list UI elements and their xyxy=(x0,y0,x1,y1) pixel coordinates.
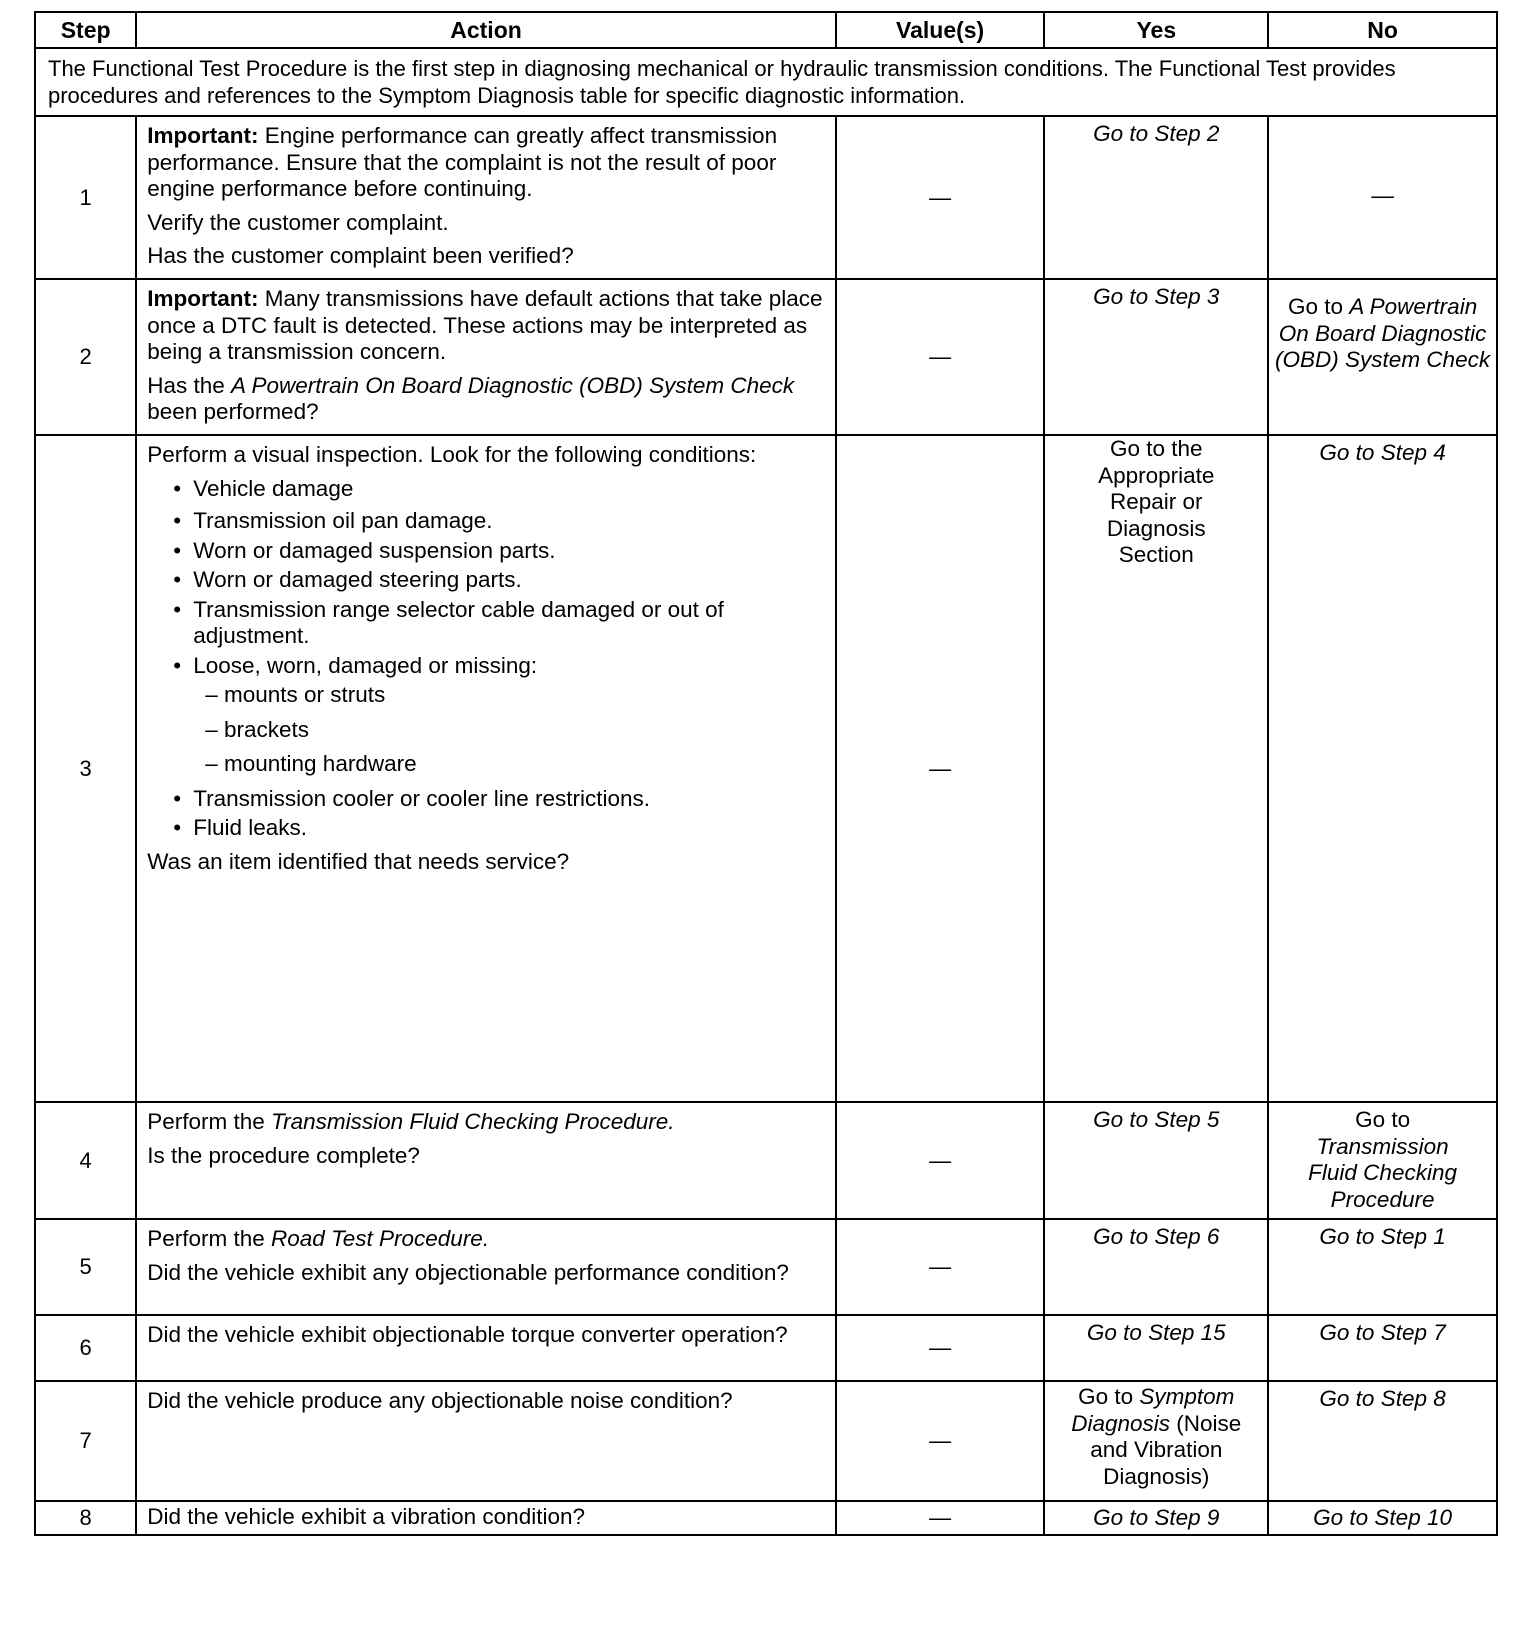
step-value: — xyxy=(836,435,1045,1102)
intro-row xyxy=(35,48,1497,116)
condition-list xyxy=(147,476,827,842)
no-result: Go to Transmission Fluid Checking Procedure xyxy=(1268,1102,1497,1219)
no-result: Go to Step 8 xyxy=(1268,1381,1497,1501)
header-step: Step xyxy=(35,12,136,48)
action-question: Has the A Powertrain On Board Diagnostic (OBD) System Check been performed? xyxy=(147,372,795,424)
step-value: — xyxy=(836,279,1045,435)
action-line: Perform the Transmission Fluid Checking Procedure. xyxy=(147,1109,675,1134)
functional-test-table xyxy=(34,11,1498,1536)
important-label: Important: xyxy=(147,123,259,148)
header-values: Value(s) xyxy=(836,12,1045,48)
table-row xyxy=(35,1315,1497,1381)
action-line: Perform the Road Test Procedure. xyxy=(147,1226,490,1251)
list-item: • Loose, worn, damaged or missing: xyxy=(147,653,827,680)
table-row xyxy=(35,1381,1497,1501)
action-line: Verify the customer complaint. xyxy=(147,209,449,235)
step-action xyxy=(136,1219,836,1315)
action-question: Did the vehicle exhibit any objectionable performance condition? xyxy=(147,1259,789,1285)
step-number: 4 xyxy=(35,1102,136,1219)
no-result: Go to Step 10 xyxy=(1268,1501,1497,1535)
sub-list-item: – brackets xyxy=(205,716,310,742)
yes-result: Go to Step 15 xyxy=(1044,1315,1268,1381)
list-item: • Vehicle damage xyxy=(147,476,827,503)
step-action xyxy=(136,116,836,279)
step-number: 2 xyxy=(35,279,136,435)
important-text: Engine performance can greatly affect transmission performance. Ensure that the complaint is not the result of poor engine performance before continuing. xyxy=(147,123,778,201)
important-text: Many transmissions have default actions that take place once a DTC fault is detected. These actions may be interpreted as being a transmission concern. xyxy=(147,286,823,364)
yes-result: Go to Step 5 xyxy=(1044,1102,1268,1219)
step-value: — xyxy=(836,1501,1045,1535)
step-value: — xyxy=(836,1315,1045,1381)
step-number: 5 xyxy=(35,1219,136,1315)
table-row xyxy=(35,435,1497,1102)
no-result: — xyxy=(1268,116,1497,279)
no-result: Go to Step 4 xyxy=(1268,435,1497,1102)
step-number: 7 xyxy=(35,1381,136,1501)
yes-result: Go to Step 2 xyxy=(1044,116,1268,279)
yes-result: Go to Symptom Diagnosis (Noise and Vibration Diagnosis) xyxy=(1044,1381,1268,1501)
step-action xyxy=(136,1315,836,1381)
step-value: — xyxy=(836,116,1045,279)
step-number: 1 xyxy=(35,116,136,279)
step-value: — xyxy=(836,1219,1045,1315)
header-no: No xyxy=(1268,12,1497,48)
header-action: Action xyxy=(136,12,836,48)
sub-list-item: – mounting hardware xyxy=(205,751,417,776)
important-label: Important: xyxy=(147,286,259,311)
table-row xyxy=(35,1219,1497,1315)
table-row xyxy=(35,1501,1497,1535)
table-row xyxy=(35,116,1497,279)
list-item: • Worn or damaged suspension parts. xyxy=(147,538,827,565)
step-action xyxy=(136,435,836,1102)
action-question: Did the vehicle exhibit a vibration condition? xyxy=(147,1504,585,1529)
list-item: • Transmission range selector cable damaged or out of adjustment. xyxy=(147,597,827,650)
step-action xyxy=(136,279,836,435)
step-number: 8 xyxy=(35,1501,136,1535)
no-result: Go to Step 7 xyxy=(1268,1315,1497,1381)
sub-list-item: – mounts or struts xyxy=(205,682,386,707)
yes-result: Go to Step 9 xyxy=(1044,1501,1268,1535)
step-action xyxy=(136,1501,836,1535)
step-number: 6 xyxy=(35,1315,136,1381)
action-line: Perform a visual inspection. Look for the following conditions: xyxy=(147,442,757,467)
action-question: Has the customer complaint been verified? xyxy=(147,243,574,268)
step-action xyxy=(136,1102,836,1219)
table-row xyxy=(35,279,1497,435)
no-result: Go to A Powertrain On Board Diagnostic (OBD) System Check xyxy=(1268,279,1497,435)
step-number: 3 xyxy=(35,435,136,1102)
intro-text: The Functional Test Procedure is the first step in diagnosing mechanical or hydraulic transmission conditions. The Functional Test provides procedures and references to the Symptom Diagnosis table for specific diagnostic information. xyxy=(35,48,1497,116)
step-action xyxy=(136,1381,836,1501)
step-value: — xyxy=(836,1381,1045,1501)
list-item: • Transmission oil pan damage. xyxy=(147,508,827,535)
action-question: Did the vehicle exhibit objectionable torque converter operation? xyxy=(147,1322,788,1347)
action-question: Is the procedure complete? xyxy=(147,1142,420,1168)
list-item: • Transmission cooler or cooler line restrictions. xyxy=(147,786,827,813)
action-question: Was an item identified that needs service? xyxy=(147,848,570,874)
yes-result: Go to Step 6 xyxy=(1044,1219,1268,1315)
header-row xyxy=(35,12,1497,48)
table-row xyxy=(35,1102,1497,1219)
list-item: • Worn or damaged steering parts. xyxy=(147,567,827,594)
action-question: Did the vehicle produce any objectionable noise condition? xyxy=(147,1388,733,1413)
no-result: Go to Step 1 xyxy=(1268,1219,1497,1315)
header-yes: Yes xyxy=(1044,12,1268,48)
yes-result: Go to Step 3 xyxy=(1044,279,1268,435)
step-value: — xyxy=(836,1102,1045,1219)
list-item: • Fluid leaks. xyxy=(147,815,827,842)
yes-result: Go to the Appropriate Repair or Diagnosis Section xyxy=(1044,435,1268,1102)
